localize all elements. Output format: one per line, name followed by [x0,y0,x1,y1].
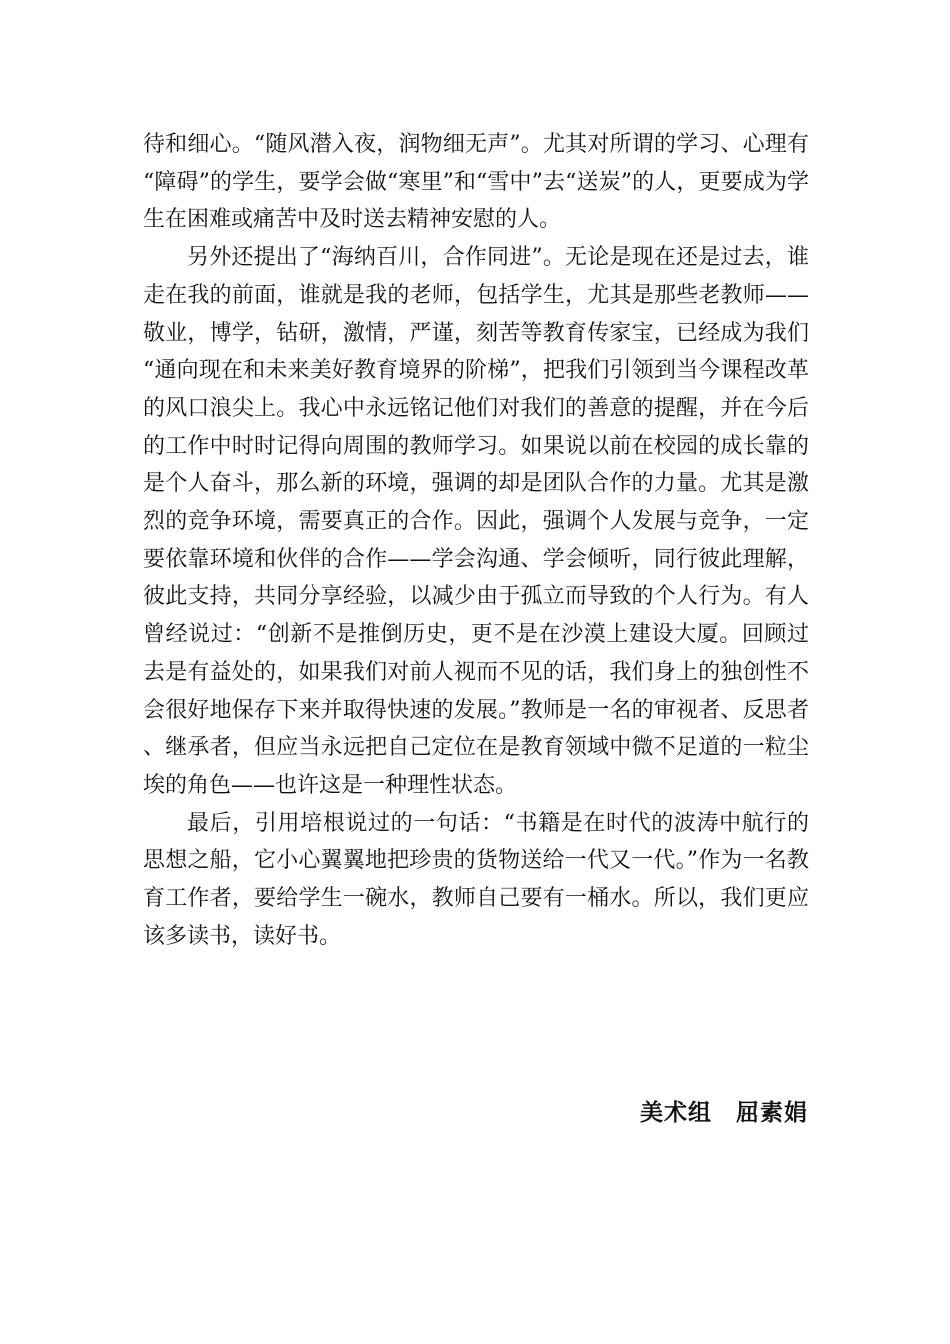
paragraph-conclusion: 最后，引用培根说过的一句话：“书籍是在时代的波涛中航行的思想之船，它小心翼翼地把珍贵的货物送给一代又一代。”作为一名教育工作者，要给学生一碗水，教师自己要有一桶水。所以，我们更应该多读书，读好书。 [143,810,809,949]
author-signature: 美术组 屈素娟 [640,1100,808,1126]
paragraph-continuation: 待和细心。“随风潜入夜，润物细无声”。尤其对所谓的学习、心理有“障碍”的学生，要学会做“寒里”和“雪中”去“送炭”的人，更要成为学生在困难或痛苦中及时送去精神安慰的人。 [143,132,809,233]
paragraph-cooperation: 另外还提出了“海纳百川，合作同进”。无论是现在还是过去，谁走在我的前面，谁就是我的老师，包括学生，尤其是那些老教师——敬业，博学，钻研，激情，严谨，刻苦等教育传家宝，已经成为我们“通向现在和未来美好教育境界的阶梯”，把我们引领到当今课程改革的风口浪尖上。我心中永远铭记他们对我们的善意的提醒，并在今后的工作中时时记得向周围的教师学习。如果说以前在校园的成长靠的是个人奋斗，那么新的环境，强调的却是团队合作的力量。尤其是激烈的竞争环境，需要真正的合作。因此，强调个人发展与竞争，一定要依靠环境和伙伴的合作——学会沟通、学会倾听，同行彼此理解，彼此支持，共同分享经验，以减少由于孤立而导致的个人行为。有人曾经说过：“创新不是推倒历史，更不是在沙漠上建设大厦。回顾过去是有益处的，如果我们对前人视而不见的话，我们身上的独创性不会很好地保存下来并取得快速的发展。”教师是一名的审视者、反思者、继承者，但应当永远把自己定位在是教育领域中微不足道的一粒尘埃的角色——也许这是一种理性状态。 [143,245,809,798]
body-text [143,126,809,955]
